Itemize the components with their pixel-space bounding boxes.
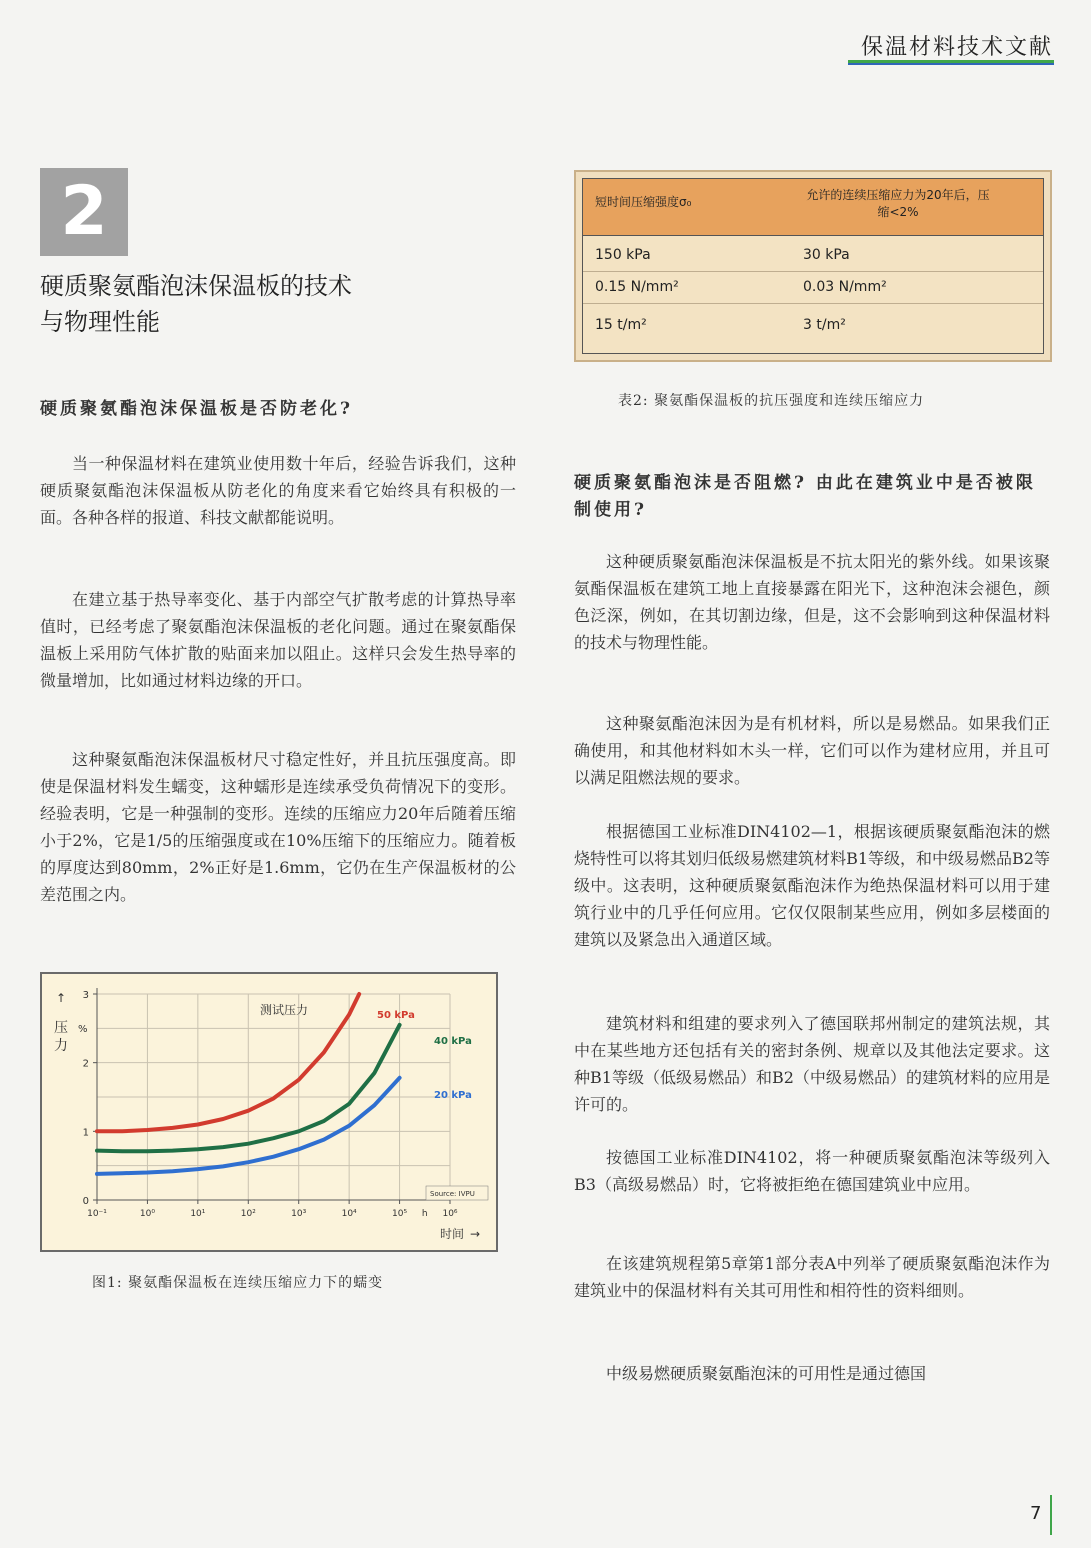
right-paragraph-4: 建筑材料和组建的要求列入了德国联邦州制定的建筑法规，其中在某些地方还包括有关的密封条例、规章以及其他法定要求。这种B1等级（低级易燃品）和B2（中级易燃品）的建筑材料的应用是许可的。 [574,1014,1050,1114]
y-tick-label: 0 [82,1196,89,1207]
table-cell: 3 t/m² [803,317,846,333]
compression-table [574,170,1052,362]
figure-caption: 图1: 聚氨酯保温板在连续压缩应力下的蠕变 [92,1275,384,1291]
x-tick-label: 10² [240,1209,256,1219]
table-cell: 30 kPa [803,247,850,263]
x-unit-label: h [421,1209,428,1219]
series-label-1: 40 kPa [434,1036,472,1047]
chapter-title [40,268,460,340]
left-paragraph-2: 在建立基于热导率变化、基于内部空气扩散考虑的计算热导率值时，已经考虑了聚氨酯泡沫保温板的老化问题。通过在聚氨酯保温板上采用防气体扩散的贴面来加以阻止。这样只会发生热导率的微量增加，比如通过材料边缘的开口。 [40,590,516,690]
left-section-heading: 硬质聚氨酯泡沫保温板是否防老化? [40,399,353,419]
series-label-2: 20 kPa [434,1090,472,1101]
left-paragraph-1: 当一种保温材料在建筑业使用数十年后，经验告诉我们，这种硬质聚氨酯泡沫保温板从防老化的角度来看它始终具有积极的一面。各种各样的报道、科技文献都能说明。 [40,454,516,527]
creep-chart [40,972,498,1252]
x-tick-label: 10⁰ [139,1209,155,1219]
x-tick-label: 10⁶ [442,1209,458,1219]
right-paragraph-1: 这种硬质聚氨酯泡沫保温板是不抗太阳光的紫外线。如果该聚氨酯保温板在建筑工地上直接暴露在阳光下，这种泡沫会褪色，颜色泛深，例如，在其切割边缘，但是，这不会影响到这种保温材料的技术与物理性能。 [574,552,1050,652]
series-label-0: 50 kPa [377,1010,415,1021]
table-cell: 0.15 N/mm² [595,279,679,295]
right-paragraph-7: 中级易燃硬质聚氨酯泡沫的可用性是通过德国 [606,1364,927,1383]
x-tick-label: 10⁴ [341,1209,357,1219]
chapter-title-line2: 与物理性能 [40,308,160,336]
right-paragraph-6: 在该建筑规程第5章第1部分表A中列举了硬质聚氨酯泡沫作为建筑业中的保温材料有关其可用性和相符性的资料细则。 [574,1254,1050,1300]
table-caption: 表2: 聚氨酯保温板的抗压强度和连续压缩应力 [618,393,925,409]
right-paragraph-3: 根据德国工业标准DIN4102—1，根据该硬质聚氨酯泡沫的燃烧特性可以将其划归低级易燃建筑材料B1等级，和中级易燃品B2等级中。这表明，这种硬质聚氨酯泡沫作为绝热保温材料可以用于建筑行业中的几乎任何应用。它仅仅限制某些应用，例如多层楼面的建筑以及紧急出入通道区域。 [574,822,1050,949]
y-tick-label: 3 [82,990,89,1001]
table-header-1: 短时间压缩强度σ₀ [595,195,692,209]
right-paragraph-5: 按德国工业标准DIN4102，将一种硬质聚氨酯泡沫等级列入B3（高级易燃品）时，它将被拒绝在德国建筑业中应用。 [574,1148,1050,1194]
y-axis-label: 力 [54,1038,68,1054]
table-cell: 0.03 N/mm² [803,279,887,295]
y-tick-label: 1 [82,1127,89,1139]
right-paragraph-2: 这种聚氨酯泡沫因为是有机材料，所以是易燃品。如果我们正确使用，和其他材料如木头一样，它们可以作为建材应用，并且可以满足阻燃法规的要求。 [574,714,1050,787]
table-header-2: 允许的连续压缩应力为20年后，压缩<2% [806,188,990,219]
right-arrow-icon: → [470,1227,481,1241]
y-unit-label: % [78,1024,88,1035]
running-title: 保温材料技术文献 [860,35,1053,60]
chapter-title-line1: 硬质聚氨酯泡沫保温板的技术 [40,272,352,300]
right-section-heading: 硬质聚氨酯泡沫是否阻燃? 由此在建筑业中是否被限制使用? [574,473,1036,520]
table-cell: 15 t/m² [595,317,647,333]
table-header-row [583,179,1043,236]
source-label: Source: IVPU [430,1190,475,1198]
y-tick-label: 2 [82,1058,89,1070]
chart-title: 测试压力 [260,1003,309,1017]
left-paragraph-3: 这种聚氨酯泡沫保温板材尺寸稳定性好，并且抗压强度高。即使是保温材料发生蠕变，这种蠕形是连续承受负荷情况下的变形。经验表明，它是一种强制的变形。连续的压缩应力20年后随着压缩小于2%，它是1/5的压缩强度或在10%压缩下的压缩应力。随着板的厚度达到80mm，2%正好是1.6mm，它仍在生产保温板材的公差范围之内。 [40,750,516,904]
page-number-rule [1050,1495,1052,1535]
page-number: 7 [1030,1503,1042,1524]
creep-chart-svg [42,974,496,1250]
up-arrow-icon: ↑ [56,991,67,1005]
x-tick-label: 10¹ [190,1209,206,1219]
header-rule-blue [848,63,1054,65]
x-tick-label: 10⁻¹ [87,1209,107,1219]
x-axis-label: 时间 [440,1227,465,1241]
x-tick-label: 10³ [291,1209,307,1219]
table-cell: 150 kPa [595,247,651,263]
x-tick-label: 10⁵ [392,1209,408,1219]
y-axis-label: 压 [54,1020,68,1036]
chapter-number: 2 [40,168,128,256]
